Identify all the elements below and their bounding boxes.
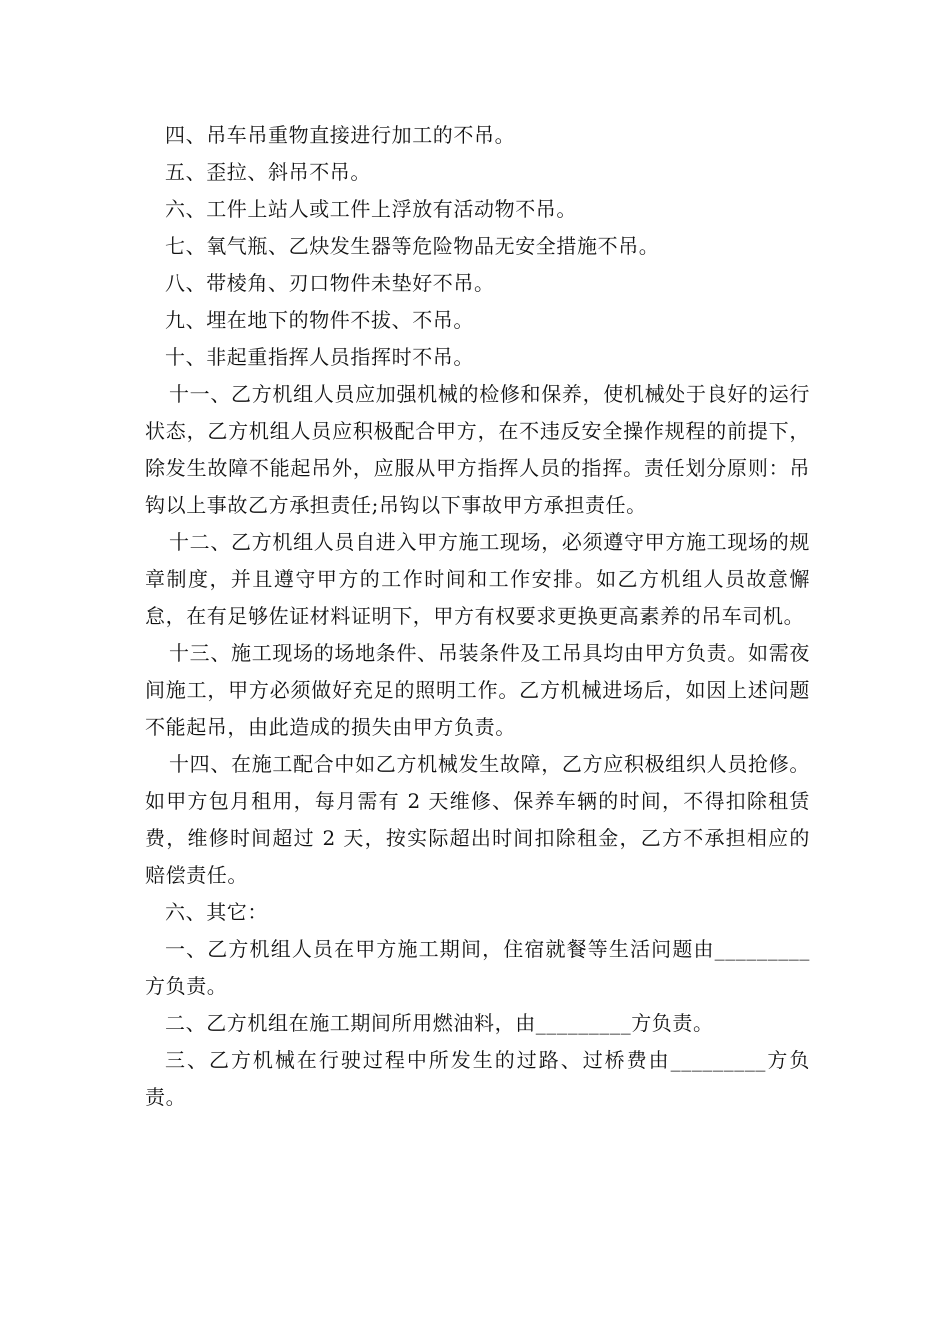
clause-7: 七、氧气瓶、乙炔发生器等危险物品无安全措施不吊。 (165, 234, 660, 258)
other-clause-3: 三、乙方机械在行驶过程中所发生的过路、过桥费由_________方负责。 (145, 1048, 810, 1109)
other-clause-2: 二、乙方机组在施工期间所用燃油料，由_________方负责。 (165, 1011, 714, 1035)
clause-6: 六、工件上站人或工件上浮放有活动物不吊。 (165, 197, 577, 221)
clause-10: 十、非起重指挥人员指挥时不吊。 (165, 345, 474, 369)
clause-13: 十三、施工现场的场地条件、吊装条件及工吊具均由甲方负责。如需夜间施工，甲方必须做好充足的照明工作。乙方机械进场后，如因上述问题不能起吊，由此造成的损失由甲方负责。 (145, 641, 810, 739)
document-body (145, 117, 810, 1116)
clause-11: 十一、乙方机组人员应加强机械的检修和保养，使机械处于良好的运行状态，乙方机组人员应积极配合甲方，在不违反安全操作规程的前提下，除发生故障不能起吊外，应服从甲方指挥人员的指挥。责任划分原则：吊钩以上事故乙方承担责任;吊钩以下事故甲方承担责任。 (145, 382, 810, 517)
section-heading-other: 六、其它： (165, 900, 268, 924)
clause-8: 八、带棱角、刃口物件未垫好不吊。 (165, 271, 495, 295)
clause-4: 四、吊车吊重物直接进行加工的不吊。 (165, 123, 516, 147)
clause-14: 十四、在施工配合中如乙方机械发生故障，乙方应积极组织人员抢修。如甲方包月租用，每月需有 2 天维修、保养车辆的时间，不得扣除租赁费，维修时间超过 2 天，按实际超出时间扣除租金，乙方不承担相应的赔偿责任。 (145, 752, 810, 887)
clause-12: 十二、乙方机组人员自进入甲方施工现场，必须遵守甲方施工现场的规章制度，并且遵守甲方的工作时间和工作安排。如乙方机组人员故意懈怠，在有足够佐证材料证明下，甲方有权要求更换更高素养的吊车司机。 (145, 530, 810, 628)
other-clause-1: 一、乙方机组人员在甲方施工期间，住宿就餐等生活问题由_________方负责。 (145, 937, 810, 998)
clause-9: 九、埋在地下的物件不拔、不吊。 (165, 308, 474, 332)
clause-5: 五、歪拉、斜吊不吊。 (165, 160, 371, 184)
